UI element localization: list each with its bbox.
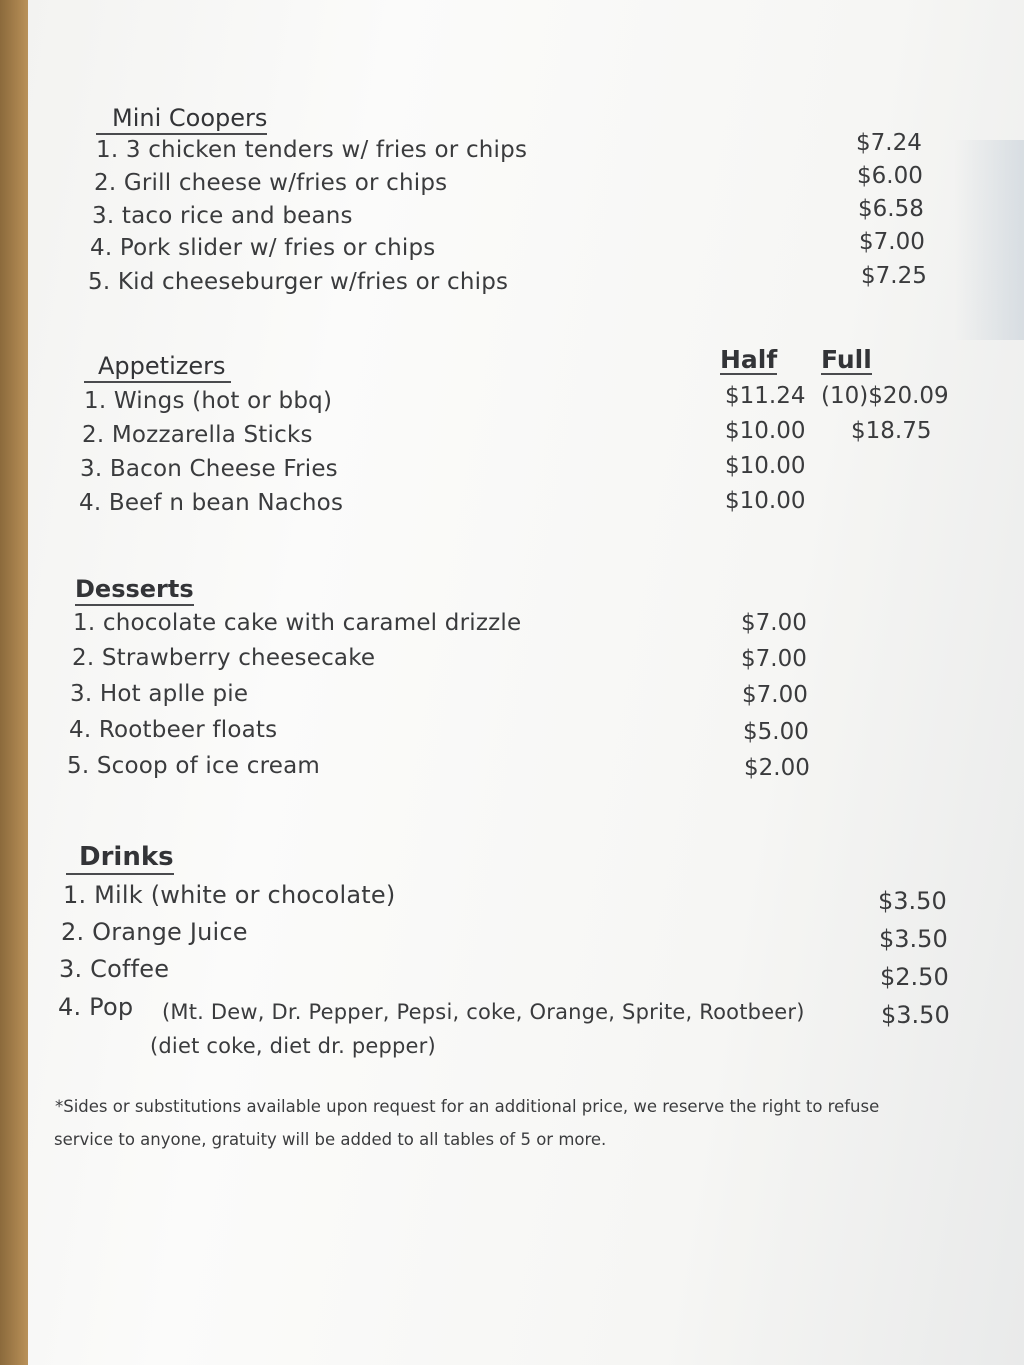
menu-item-price: $7.00 [859,229,925,255]
menu-item-price-full: (10)$20.09 [821,383,949,409]
menu-item-price: $7.00 [742,682,808,708]
menu-item-name: 1. Milk (white or chocolate) [63,881,396,909]
menu-item-price-half: $10.00 [725,488,806,514]
menu-item-price: $7.25 [861,263,927,289]
pop-options-line2: (diet coke, diet dr. pepper) [150,1034,436,1058]
menu-item-name: 4. Pork slider w/ fries or chips [90,235,436,261]
menu-item-name: 5. Scoop of ice cream [67,753,320,779]
menu-item-price: $5.00 [743,719,809,745]
menu-item-name: 2. Mozzarella Sticks [82,422,313,448]
menu-item-price: $3.50 [881,1001,950,1029]
menu-item-name: 1. 3 chicken tenders w/ fries or chips [96,137,528,163]
menu-item-price: $7.24 [856,130,922,156]
pop-options-line1: (Mt. Dew, Dr. Pepper, Pepsi, coke, Orange, Sprite, Rootbeer) [162,1000,805,1024]
menu-item-name: 1. chocolate cake with caramel drizzle [73,610,522,636]
menu-item-name: 3. Hot aplle pie [70,681,249,707]
menu-item-price-half: $10.00 [725,453,806,479]
menu-item-name: 3. taco rice and beans [92,203,353,229]
menu-item-name: 2. Orange Juice [61,918,248,946]
menu-item-name: 4. Pop [58,993,134,1021]
paper-shadow [954,140,1024,340]
section-title-appetizers: Appetizers [84,352,231,380]
menu-item-price: $6.58 [858,196,924,222]
column-header-full: Full [821,345,872,374]
footnote-line2: service to anyone, gratuity will be added to all tables of 5 or more. [54,1130,607,1149]
menu-item-name: 1. Wings (hot or bbq) [84,388,333,414]
section-title-drinks: Drinks [66,842,174,872]
menu-item-price: $3.50 [878,887,947,915]
menu-item-name: 5. Kid cheeseburger w/fries or chips [88,269,509,295]
menu-item-name: 3. Coffee [59,955,170,983]
menu-item-name: 4. Rootbeer floats [69,717,278,743]
menu-item-name: 2. Grill cheese w/fries or chips [94,170,448,196]
menu-item-price: $7.00 [741,646,807,672]
menu-item-price: $3.50 [879,925,948,953]
menu-item-price-half: $10.00 [725,418,806,444]
section-title-desserts: Desserts [75,575,194,603]
menu-item-price: $2.50 [880,963,949,991]
menu-item-name: 3. Bacon Cheese Fries [80,456,338,482]
menu-item-price: $7.00 [741,610,807,636]
menu-item-name: 2. Strawberry cheesecake [72,645,376,671]
menu-item-price: $2.00 [744,755,810,781]
column-header-half: Half [720,345,778,374]
menu-item-price-half: $11.24 [725,383,806,409]
menu-item-price-full: $18.75 [851,418,932,444]
footnote-line1: *Sides or substitutions available upon request for an additional price, we reserve the right to refuse [55,1097,880,1116]
menu-item-price: $6.00 [857,163,923,189]
menu-item-name: 4. Beef n bean Nachos [79,490,344,516]
section-title-mini-coopers: Mini Coopers [96,104,267,132]
